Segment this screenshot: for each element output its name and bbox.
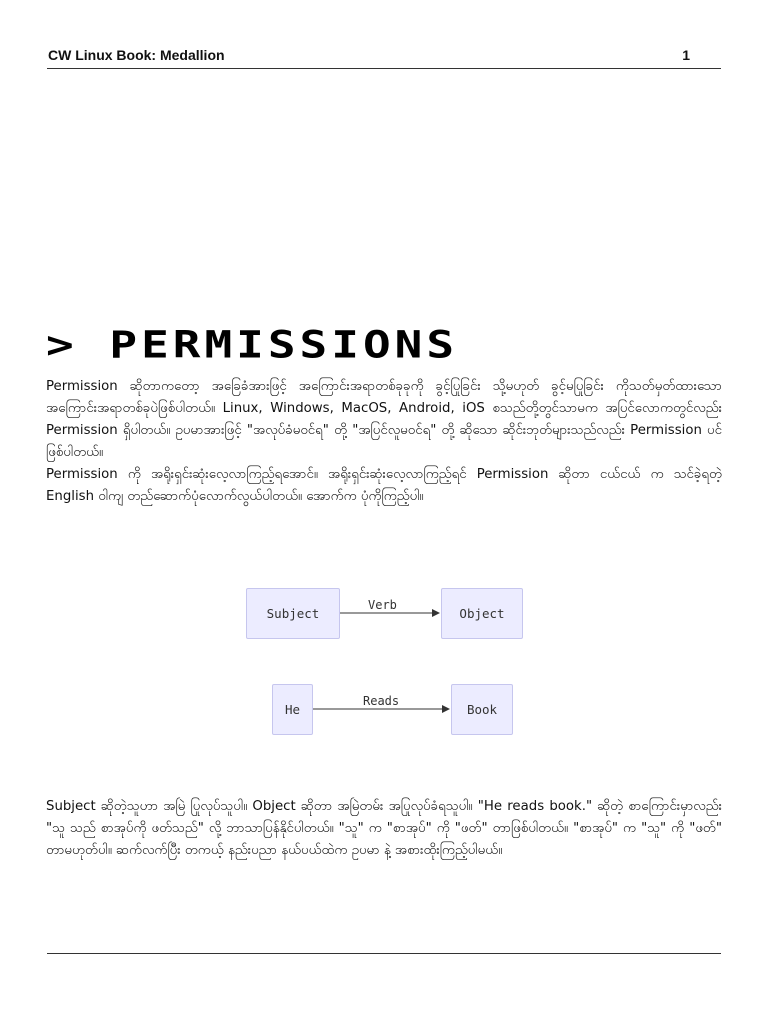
section-heading: > PERMISSIONS xyxy=(46,322,459,367)
page-header xyxy=(47,44,721,69)
paragraph-permission-simple: Permission ကို အရိုးရှင်းဆုံးလေ့လာကြည့်ရအောင်။ အရိုးရှင်းဆုံးလေ့လာကြည့်ရင် Permission ဆိုတာ ငယ်ငယ် က သင်ခဲ့ရတဲ့ English ဝါကျ တည်ဆောက်ပုံလောက်လွယ်ပါတယ်။ အောက်က ပုံကိုကြည့်ပါ။ xyxy=(46,467,722,504)
paragraph-intro: Permission ဆိုတာကတော့ အခြေခံအားဖြင့် အကြောင်းအရာတစ်ခုခုကို ခွင့်ပြုခြင်း သို့မဟုတ် ခွင့်မပြုခြင်း ကိုသတ်မှတ်ထားသော အကြောင်းအရာတစ်ခုပဲဖြစ်ပါတယ်။ Linux, Windows, MacOS, Android, iOS စသည်တို့တွင်သာမက အပြင်လောကတွင်လည်း Permission ရှိပါတယ်။ ဥပမာအားဖြင့် "အလုပ်ခံမဝင်ရ" တို့ "အပြင်လူမဝင်ရ" တို့ ဆိုသော ဆိုင်းဘုတ်များသည်လည်း Permission ပင်ဖြစ်ပါတယ်။ xyxy=(46,379,722,460)
footer-divider xyxy=(47,953,721,954)
paragraph-subject-object: Subject ဆိုတဲ့သူဟာ အမြဲ ပြုလုပ်သူပါ။ Object ဆိုတာ အမြဲတမ်း အပြုလုပ်ခံရသူပါ။ "He reads book." ဆိုတဲ့ စာကြောင်းမှာလည်း "သူ သည် စာအုပ်ကို ဖတ်သည်" လို့ ဘာသာပြန်နိုင်ပါတယ်။ "သူ" က "စာအုပ်" ကို "ဖတ်" တာဖြစ်ပါတယ်။ "စာအုပ်" က "သူ" ကို "ဖတ်" တာမဟုတ်ပါ။ ဆက်လက်ပြီး တကယ့် နည်းပညာ နယ်ပယ်ထဲက ဥပမာ နဲ့ အစားထိုးကြည့်ပါမယ်။ xyxy=(46,799,722,858)
edge-label-reads: Reads xyxy=(363,694,400,708)
edge-label-verb: Verb xyxy=(368,598,397,612)
node-he: He xyxy=(272,684,313,735)
book-title: CW Linux Book: Medallion xyxy=(48,47,225,63)
node-subject: Subject xyxy=(246,588,340,639)
node-object: Object xyxy=(441,588,523,639)
node-book: Book xyxy=(451,684,513,735)
page-number: 1 xyxy=(682,47,690,63)
